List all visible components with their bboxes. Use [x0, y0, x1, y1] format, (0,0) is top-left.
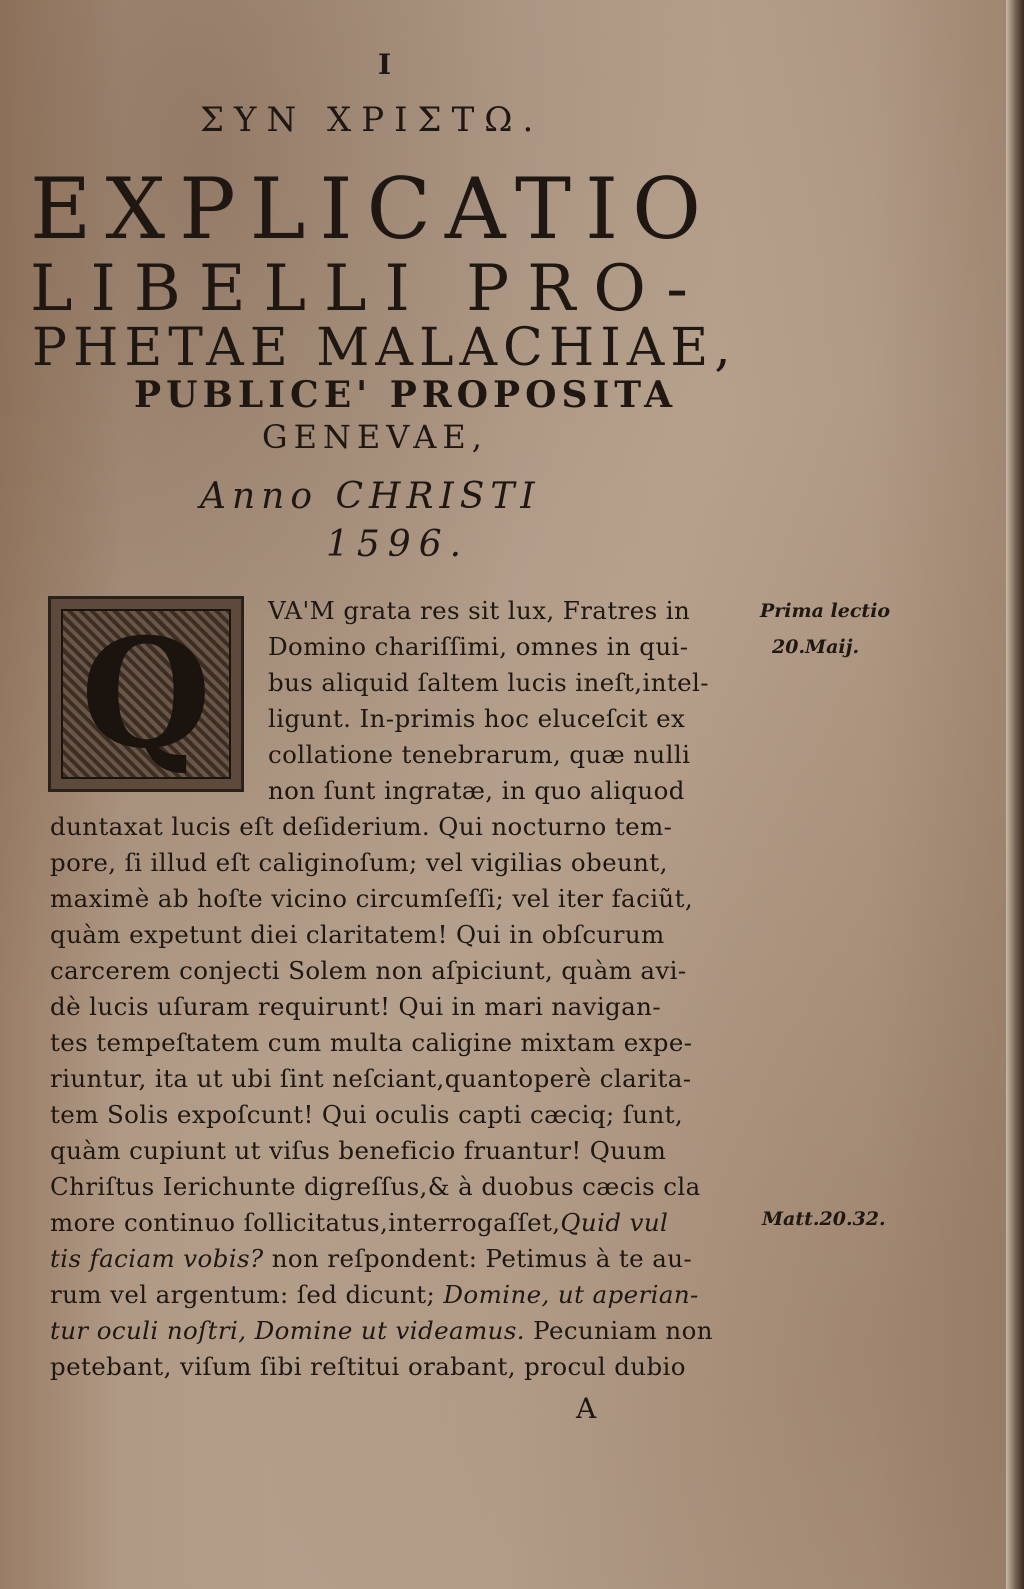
body-line-15: tem Solis expoſcunt! Qui oculis capti cæciq; ſunt,: [50, 1100, 684, 1129]
body-line-3: bus aliquid ſaltem lucis ineſt,intel-: [268, 668, 709, 697]
body-line-4: ligunt. In-primis hoc eluceſcit ex: [268, 704, 686, 733]
signature-mark: A: [576, 1392, 597, 1425]
body-line-7: duntaxat lucis eſt deſiderium. Qui nocturno tem-: [50, 812, 673, 841]
page-number: I: [378, 48, 392, 81]
initial-letter: Q: [80, 606, 212, 782]
body-line-14: riuntur, ita ut ubi ſint neſciant,quantoperè clarita-: [50, 1064, 692, 1093]
title-line-4: PUBLICE' PROPOSITA: [134, 374, 678, 416]
body-line-11: carcerem conjecti Solem non aſpiciunt, quàm avi-: [50, 956, 687, 985]
body-line-19: [50, 1244, 692, 1273]
title-year: 1596.: [326, 524, 470, 565]
margin-note-matthew: Matt.20.32.: [762, 1208, 886, 1230]
body-line-6: non ſunt ingratæ, in quo aliquod: [268, 776, 685, 805]
body-line-20-italic: Domine, ut aperian-: [443, 1280, 699, 1309]
title-line-3: PHETAE MALACHIAE,: [32, 318, 737, 378]
body-line-18: [50, 1208, 668, 1237]
body-line-20: [50, 1280, 699, 1309]
body-line-10: quàm expetunt diei claritatem! Qui in obſcurum: [50, 920, 665, 949]
body-line-22: petebant, viſum ſibi reſtitui orabant, procul dubio: [50, 1352, 686, 1381]
title-line-1: EXPLICATIO: [30, 160, 716, 258]
body-line-17: Chriſtus Ierichunte digreſſus,& à duobus cæcis cla: [50, 1172, 701, 1201]
body-line-9: maximè ab hoſte vicino circumſeſſi; vel iter faciũt,: [50, 884, 694, 913]
page-edge-shadow: [1006, 0, 1024, 1589]
greek-heading: ΣΥΝ ΧΡΙΣΤΩ.: [200, 100, 544, 140]
title-line-6: Anno CHRISTI: [200, 476, 541, 517]
body-line-21-italic: tur oculi noſtri, Domine ut videamus.: [50, 1316, 525, 1345]
decorated-initial: [48, 596, 244, 792]
body-line-12: dè lucis uſuram requirunt! Qui in mari navigan-: [50, 992, 661, 1021]
body-line-8: pore, ſi illud eſt caliginoſum; vel vigilias obeunt,: [50, 848, 668, 877]
margin-note-lectio: Prima lectio: [760, 600, 891, 622]
title-line-2: LIBELLI PRO-: [30, 252, 706, 326]
body-line-19-italic: tis faciam vobis?: [50, 1244, 264, 1273]
body-line-18-roman: more continuo ſollicitatus,interrogaſſet,: [50, 1208, 561, 1237]
body-line-5: collatione tenebrarum, quæ nulli: [268, 740, 691, 769]
body-line-13: tes tempeſtatem cum multa caligine mixtam expe-: [50, 1028, 693, 1057]
body-line-1: VA'M grata res sit lux, Fratres in: [268, 596, 691, 625]
body-line-18-italic: Quid vul: [560, 1208, 669, 1237]
body-line-2: Domino chariſſimi, omnes in qui-: [268, 632, 689, 661]
body-line-16: quàm cupiunt ut viſus beneficio fruantur! Quum: [50, 1136, 667, 1165]
body-line-19-roman: non reſpondent: Petimus à te au-: [263, 1244, 693, 1273]
body-line-20-roman: rum vel argentum: ſed dicunt;: [50, 1280, 444, 1309]
body-line-21: [50, 1316, 713, 1345]
title-line-5: GENEVAE,: [262, 418, 488, 456]
body-line-21-roman: Pecuniam non: [524, 1316, 713, 1345]
margin-note-date: 20.Maij.: [772, 636, 860, 658]
